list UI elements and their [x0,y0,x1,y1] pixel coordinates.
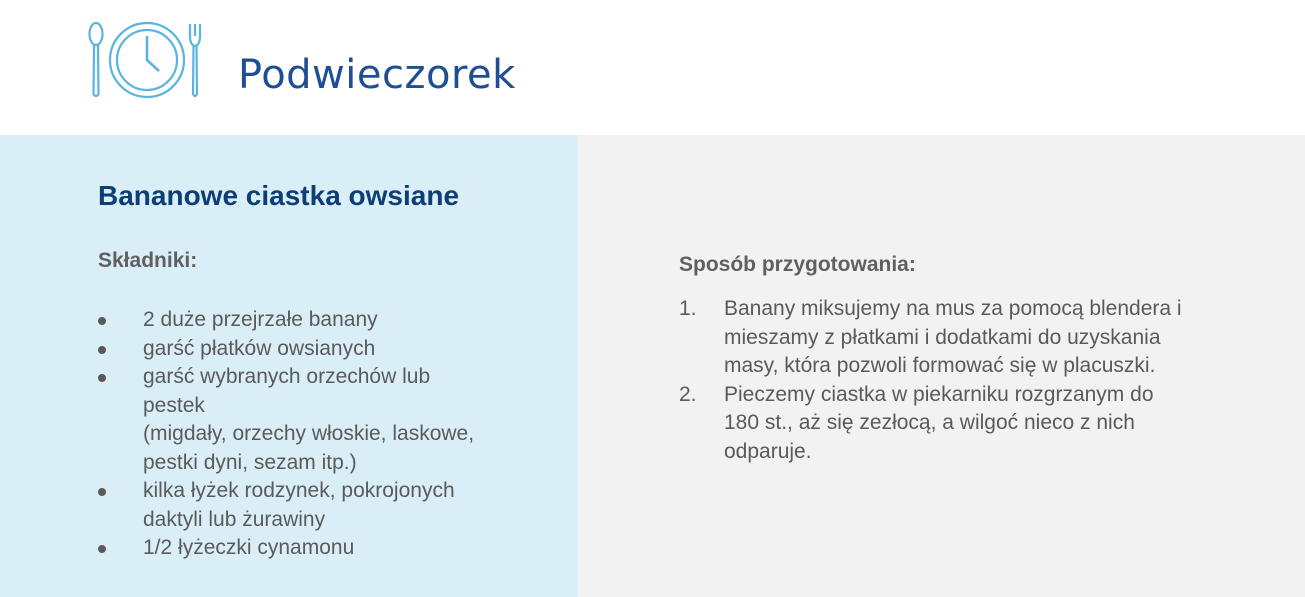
bullet-icon [98,317,106,325]
list-item [98,306,518,335]
plate-clock-cutlery-icon [84,20,208,100]
list-item [679,381,1199,467]
ingredient-text: daktyli lub żurawiny [143,507,326,531]
bullet-icon [98,488,106,496]
ingredient-text: garść płatków owsianych [143,336,376,360]
bullet-icon [98,346,106,354]
bullet-icon [98,545,106,553]
step-text: 180 st., aż się zezłocą, a wilgoć nieco z nich [724,411,1135,434]
step-text: Pieczemy ciastka w piekarniku rozgrzanym do [724,382,1154,406]
page-header [0,0,1305,135]
step-text: masy, która pozwoli formować się w placuszki. [724,354,1156,377]
ingredient-text: pestki dyni, sezam itp.) [143,450,357,474]
step-number: 1. [679,297,697,320]
ingredient-text: 1/2 łyżeczki cynamonu [143,536,355,559]
ingredients-list [98,306,518,563]
method-heading: Sposób przygotowania: [679,253,916,276]
list-item [98,363,518,477]
list-item [98,477,518,534]
ingredient-text: pestek [143,393,205,417]
ingredient-text: kilka łyżek rodzynek, pokrojonych [143,479,455,502]
recipe-title: Bananowe ciastka owsiane [98,180,460,211]
ingredient-text: garść wybranych orzechów lub [143,365,431,388]
page-title: Podwieczorek [238,52,516,98]
bullet-icon [98,374,106,382]
step-text: odparuje. [724,439,812,463]
list-item [98,534,518,563]
ingredients-heading: Składniki: [98,249,198,272]
ingredient-text: (migdały, orzechy włoskie, laskowe, [143,422,475,445]
list-item [98,335,518,364]
ingredient-text: 2 duże przejrzałe banany [143,308,378,331]
method-steps-list [679,295,1199,466]
step-number: 2. [679,382,697,406]
list-item [679,295,1199,381]
step-text: Banany miksujemy na mus za pomocą blendera i [724,297,1182,320]
step-text: mieszamy z płatkami i dodatkami do uzyskania [724,325,1161,349]
